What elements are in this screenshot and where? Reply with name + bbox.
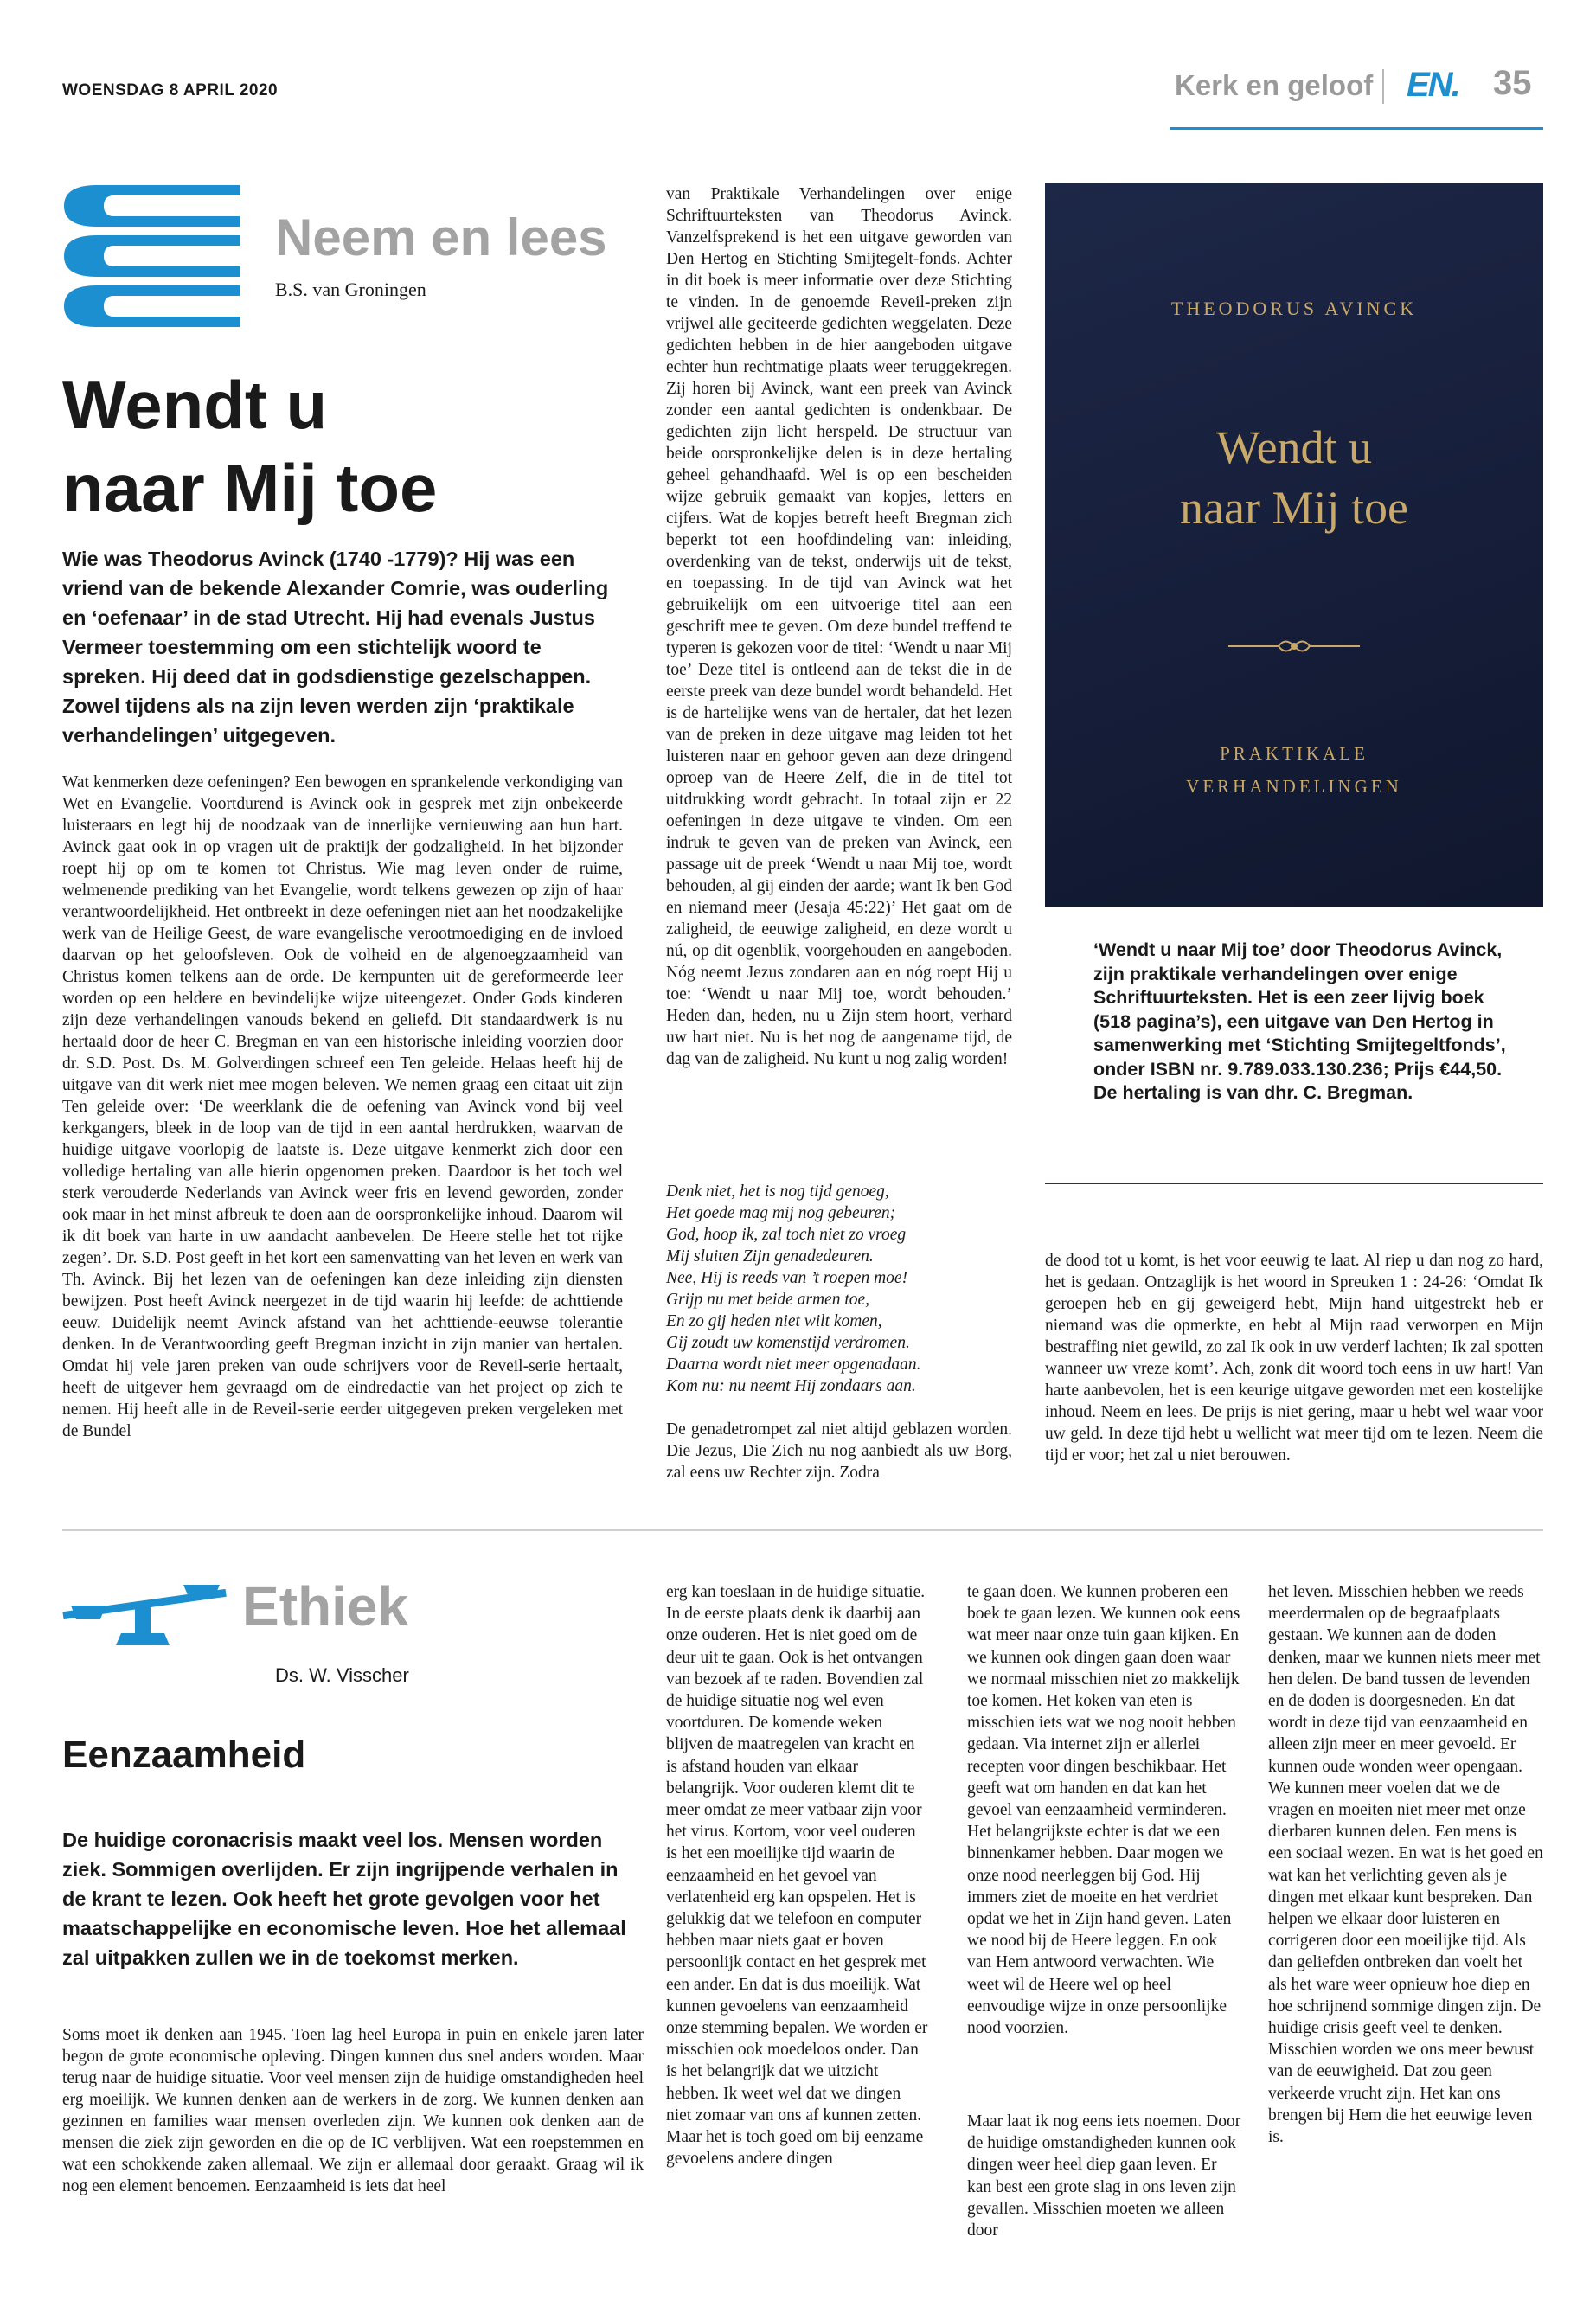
article-lead: De huidige coronacrisis maakt veel los. Mensen worden ziek. Sommigen overlijden. Er zijn ingrijpende verhalen in de krant te lezen. Ook heeft het grote gevolgen voor het maatschappelijke en economische leven. Hoe het allemaal zal uitpakken zullen we in de toekomst merken. — [62, 1829, 626, 1969]
cover-title-line: Wendt u — [1215, 421, 1373, 473]
article-author: Ds. W. Visscher — [275, 1664, 409, 1686]
books-icon — [62, 183, 244, 330]
poem-line: Het goede mag mij nog gebeuren; — [666, 1204, 896, 1222]
image-caption: ‘Wendt u naar Mij toe’ door Theodorus Avinck, zijn praktikale verhandelingen over enige Schriftuurteksten. Het is een zeer lijvig boek (518 pagina’s), een uitgave van Den Hertog in samenwerking met ‘Stichting Smijtegeltfonds’, onder ISBN nr. 9.789.033.130.236; Prijs €44,50. De hertaling is van dhr. C. Bregman. — [1093, 939, 1506, 1103]
poem-line: Denk niet, het is nog tijd genoeg, — [666, 1183, 889, 1201]
scale-icon — [62, 1576, 227, 1647]
cover-author: THEODORUS AVINCK — [1170, 298, 1418, 319]
article-body-column: Soms moet ik denken aan 1945. Toen lag heel Europa in puin en enkele jaren later begon de grote economische opleving. Dingen kunnen dus snel anders worden. Maar terug naar de huidige situatie. Voor veel mensen zijn de huidige omstandigheden heel erg moeilijk. We kunnen denken aan de werkers in de zorg. We kunnen denken aan gezinnen en families waar mensen overleden zijn. We kunnen ook denken aan de mensen die ziek zijn geworden en die op de IC verblijven. Wat een roepstemmen en wat een schokkende zaken allemaal. We zijn er allemaal door geraakt. Graag wil ik nog een element benoemen. Eenzaamheid is iets dat heel — [62, 2026, 644, 2195]
article-lead: Wie was Theodorus Avinck (1740 -1779)? Hij was een vriend van de bekende Alexander Comrie, was ouderling en ‘oefenaar’ in de stad Utrecht. Hij had evenals Justus Vermeer toestemming om een stichtelijk woord te spreken. Hij deed dat in godsdienstige gezelschappen. Zowel tijdens als na zijn leven werden zijn ‘praktikale verhandelingen’ uitgegeven. — [62, 548, 609, 747]
article-headline: Eenzaamheid — [62, 1734, 306, 1776]
poem-line: Nee, Hij is reeds van ’t roepen moe! — [666, 1269, 908, 1287]
poem-line: God, hoop ik, zal toch niet zo vroeg — [666, 1226, 907, 1244]
article-body-column: Wat kenmerken deze oefeningen? Een bewogen en sprankelende verkondiging van Wet en Evangelie. Voortdurend is Avinck ook in gesprek met zijn onbekeerde luisteraars en legt hij de noodzaak van de innerlijke vernieuwing aan hun hart. Avinck gaat ook in op vragen uit de praktijk der godzaligheid. In het bijzonder roept hij op om te komen tot Christus. Wie mag leven onder de ruime, welmenende prediking van het Evangelie, wordt telkens gewezen op zijn of haar verantwoordelijkheid. Het ontbreekt in deze oefeningen niet aan het noodzakelijke werk van de Heilige Geest, de ware evangelische verootmoediging en de invloed daarvan op het geloofsleven. Ook de volheid en de algenoegzaamheid van Christus komen telkens aan de orde. De kernpunten uit de gereformeerde leer worden op een heldere en bevindelijke wijze uiteengezet. Onder Gods kinderen zijn deze verhandelingen vanouds bekend en geliefd. Dit standaardwerk is nu hertaald door de heer C. Bregman en van een historische inleiding voorzien door dr. S.D. Post. Ds. M. Golverdingen schreef een Ten geleide. Helaas heeft hij de uitgave van dit werk niet mee mogen beleven. We nemen graag een citaat uit zijn Ten geleide over: ‘De weerklank die de oefening van Avinck vond bij veel kerkgangers, bleek in de loop van de tijd in een aantal herdrukken, waarvan de huidige uitgave voorlopig de laatste is. Deze uitgave kenmerkt zich door een volledige hertaling van alle hierin opgenomen preken. Daardoor is het toch wel sterk verouderde Nederlands van Avinck weer fris en levend geworden, zonder ook maar in het minst afbreuk te doen aan de oorspronkelijke inhoud. Daarom wil ik dit boek van harte in uw aandacht aanbevelen. De Heere stelle het tot rijke zegen’. Dr. S.D. Post geeft in het kort een samenvatting van het leven en werk van Th. Avinck. Bij het lezen van de oefeningen kan deze inleiding zijn diensten bewijzen. Post heeft Avinck neergezet in de tijd waarin hij leefde: de achttiende eeuw. Duidelijk neemt Avinck afstand van het achttiende-eeuwse tolerantie denken. In de Verantwoording geeft Bregman inzicht in zijn manier van hertalen. Omdat hij vele jaren preken van oude schrijvers voor de Reveil-serie hertaalt, heeft de uitgever hem gevraagd om de eindredactie van het project op zich te nemen. Hij heeft alle in de Reveil-serie eerder uitgegeven preken vergeleken met de Bundel — [62, 773, 623, 1440]
issue-date: WOENSDAG 8 APRIL 2020 — [62, 81, 279, 99]
headline-line: Wendt u — [62, 367, 328, 443]
column-title: Neem en lees — [275, 208, 607, 266]
poem-line: Grijp nu met beide armen toe, — [666, 1291, 870, 1309]
poem-line: Kom nu: nu neemt Hij zondaars aan. — [666, 1377, 916, 1395]
poem-line: Mij sluiten Zijn genadedeuren. — [666, 1247, 874, 1266]
article-body-column: de dood tot u komt, is het voor eeuwig te laat. Al riep u dan nog zo hard, het is gedaan. Ontzaglijk is het woord in Spreuken 1 : 24-26: ‘Omdat Ik geroepen heb en gij geweigerd hebt, Mijn hand uitgestrekt heb er niemand was die opmerkte, en hebt al Mijn raad verworpen en Mijn bestraffing niet gewild, zo zal Ik ook in uw verderf lachten; Ik zal spotten wanneer uw vreze komt’. Ach, zonk dit woord toch eens in uw hart! Van harte aanbevolen, het is een keurige uitgave geworden met een kostelijke inhoud. Neem en lees. De prijs is niet gering, maar u hebt wel waar voor uw geld. In deze tijd hebt u wellicht wat meer tijd om te lezen. Neem die tijd er voor; het zal u niet berouwen. — [1045, 1252, 1543, 1465]
section-name: Kerk en geloof — [1175, 69, 1374, 101]
article-headline — [62, 363, 616, 529]
cover-subtitle-line: PRAKTIKALE — [1220, 743, 1368, 764]
article-body-column: te gaan doen. We kunnen proberen een boek te gaan lezen. We kunnen ook eens wat meer naar onze tuin gaan kijken. En we kunnen ook dingen gaan doen waar we normaal misschien niet zo makkelijk toe komen. Het koken van eten is misschien iets wat we nog nooit hebben gedaan. Via internet zijn er allerlei recepten voor dingen beschikbaar. Het geeft wat om handen en dat kan het gevoel van eenzaamheid verminderen. Het belangrijkste echter is dat we een binnenkamer hebben. Daar mogen we onze nood neerleggen bij God. Hij immers ziet de moeite en het verdriet opdat we het in Zijn hand geven. Laten we nood bij de Heere leggen. En ook van Hem antwoord verwachten. Wie weet wil de Heere wel op heel eenvoudige wijze in onze persoonlijke nood voorzien. — [967, 1583, 1240, 2038]
article-body-column: Maar laat ik nog eens iets noemen. Door de huidige omstandigheden kunnen ook dingen weer heel diep gaan leven. Er kan best een grote slag in ons leven zijn gevallen. Misschien moeten we alleen door — [967, 2112, 1241, 2240]
article-author: B.S. van Groningen — [275, 279, 426, 300]
book-cover-image — [1045, 183, 1543, 907]
poem-line: Gij zoudt uw komenstijd verdromen. — [666, 1334, 910, 1352]
article-body-column: het leven. Misschien hebben we reeds meerdermalen op de begraafplaats gestaan. We kunnen aan de doden denken, maar we kunnen niets meer met hen delen. De band tussen de levenden en de doden is doorgesneden. En dat wordt in deze tijd van eenzaamheid en alleen zijn meer en meer gevoeld. Er kunnen oude wonden weer opengaan. We kunnen meer voelen dat we de vragen en moeiten niet meer met onze dierbaren kunnen delen. Een mens is een sociaal wezen. En wat is het goed en wat kan het verlichting geven als je dingen met elkaar kunt bespreken. Dan helpen we elkaar door luisteren en corrigeren door een moeilijke tijd. Als dan geliefden ontbreken dan voelt het als het ware weer opnieuw hoe diep en hoe schrijnend sommige dingen zijn. De huidige crisis geeft veel te denken. Misschien worden we ons meer bewust van de eeuwigheid. Dat zou geen verkeerde vrucht zijn. Het kan ons brengen bij Hem die het eeuwige leven is. — [1268, 1583, 1543, 2147]
cover-subtitle — [1045, 737, 1543, 803]
ornament-icon — [1225, 633, 1363, 659]
article-body-column: van Praktikale Verhandelingen over enige Schriftuurteksten van Theodorus Avinck. Vanzelfsprekend is het een uitgave geworden van Den Hertog en Stichting Smijtegelt-fonds. Achter in dit boek is meer informatie over deze Stichting te vinden. In de genoemde Reveil-preken zijn vrijwel alle geciteerde gedichten weggelaten. Deze gedichten hebben in de hier aangeboden uitgave echter hun rechtmatige plaats weer teruggekregen. Zij horen bij Avinck, want een preek van Avinck zonder een aantal gedichten is ondenkbaar. De gedichten zijn licht herspeld. De structuur van beide oorspronkelijke delen is in deze hertaling geheel gehandhaafd. Wel is op een bescheiden wijze gebruik gemaakt van kopjes, letters en cijfers. Wat de kopjes betreft heeft Bregman zich beperkt tot een hoofdindeling van: inleiding, overdenking van de tekst, onderwijs uit de tekst, en toepassing. In de tijd van Avinck wat het gebruikelijk om een uitvoerige titel aan een geschrift mee te geven. Om deze bundel treffend te typeren is gekozen voor de titel: ‘Wendt u naar Mij toe’ Deze titel is ontleend aan de tekst die in de eerste preek van deze bundel wordt behandeld. Het is de hartelijke wens van de hertaler, dat het lezen van de preken in deze uitgave mag leiden tot het luisteren naar en gehoor geven aan deze dringend oproep van de Heere Zelf, die in de titel tot uitdrukking wordt gebracht. In totaal zijn er 22 oefeningen in deze uitgave te vinden. Om een indruk te geven van de preken van Avinck, een passage uit de preek ‘Wendt u naar Mij toe, wordt behouden, al gij einden der aarde; want Ik ben God en niemand meer (Jesaja 45:22)’ Het gaat om de zaligheid, de eeuwige zaligheid, en deze wordt u nú, op dit ogenblik, voorgehouden en aangeboden. Nóg neemt Jezus zondaren aan en nóg roept Hij u toe: ‘Wendt u naar Mij toe, wordt behouden.’ Heden dan, heden, nu u Zijn stem hoort, verhard uw hart niet. Nu is het nog de aangename tijd, de dag van de zaligheid. Nu kunt u nog zalig worden! — [666, 185, 1012, 1068]
caption-rule — [1045, 1183, 1543, 1184]
cover-title — [1045, 417, 1543, 538]
page-number: 35 — [1493, 64, 1532, 102]
headline-line: naar Mij toe — [62, 450, 438, 526]
poem-line: En zo gij heden niet wilt komen, — [666, 1312, 882, 1330]
column-title: Ethiek — [242, 1575, 409, 1638]
header-rule — [1170, 127, 1543, 130]
article-body-column: De genadetrompet zal niet altijd geblazen worden. Die Jezus, Die Zich nu nog aanbiedt als uw Borg, zal eens uw Rechter zijn. Zodra — [666, 1420, 1012, 1482]
section-divider — [62, 1529, 1543, 1531]
poem-line: Daarna wordt niet meer opgenadaan. — [666, 1356, 921, 1374]
cover-title-line: naar Mij toe — [1180, 482, 1408, 534]
cover-subtitle-line: VERHANDELINGEN — [1186, 776, 1402, 797]
article-body-column: erg kan toeslaan in de huidige situatie. In de eerste plaats denk ik daarbij aan onze ouderen. Het is niet goed om de deur uit te gaan. Ook is het ontvangen van bezoek af te raden. Bovendien zal de huidige situatie nog wel even voortduren. De komende weken blijven de maatregelen van kracht en is afstand houden van elkaar belangrijk. Voor ouderen klemt dit te meer omdat ze meer vatbaar zijn voor het virus. Kortom, voor veel ouderen is het een moeilijke tijd waarin de eenzaamheid en het gevoel van verlatenheid erg kan opspelen. Het is gelukkig dat we telefoon en computer hebben maar niets gaat er boven persoonlijk contact en het gesprek met een ander. En dat is dus moeilijk. Wat kunnen gevoelens van eenzaamheid onze stemming bepalen. We worden er misschien ook moedeloos onder. Dan is het belangrijk dat we uitzicht hebben. Ik weet wel dat we dingen niet zomaar van ons af kunnen zetten. Maar het is toch goed om bij eenzame gevoelens andere dingen — [666, 1583, 928, 2169]
newspaper-logo: EN. — [1407, 66, 1459, 104]
poem — [666, 1181, 1012, 1397]
header-separator — [1382, 69, 1384, 104]
